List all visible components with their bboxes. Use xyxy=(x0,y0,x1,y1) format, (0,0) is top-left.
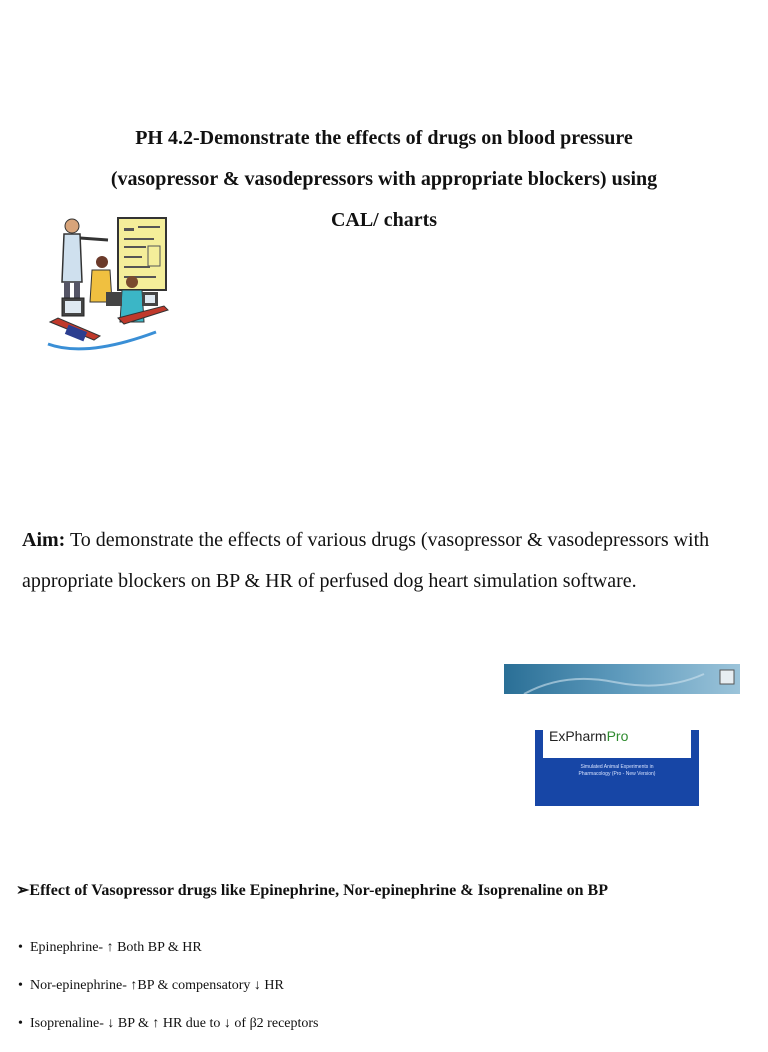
cover-subtitle: Simulated Animal Experiments in Pharmacology (Pro - New Version) xyxy=(578,764,656,777)
bullet-icon: • xyxy=(18,978,23,993)
aim-text: To demonstrate the effects of various drugs (vasopressor & vasodepressors with appropriate blockers on BP & HR of perfused dog heart simulation software. xyxy=(22,529,710,592)
title-line-1: PH 4.2-Demonstrate the effects of drugs on blood pressure xyxy=(135,127,633,149)
expharmpro-logo: ExPharmPro xyxy=(549,728,629,744)
list-item: • Nor-epinephrine- ↑BP & compensatory ↓ HR xyxy=(18,976,319,1014)
title-line-3: CAL/ charts xyxy=(330,209,438,231)
section-heading-text: Effect of Vasopressor drugs like Epinephrine, Nor-epinephrine & Isoprenaline on BP xyxy=(29,882,608,899)
list-item: • Epinephrine- ↑ Both BP & HR xyxy=(18,938,319,976)
bullet-icon: • xyxy=(18,940,23,955)
aim-paragraph xyxy=(22,520,752,602)
classroom-clipart-icon xyxy=(46,212,172,360)
arrow-bullet-icon: ➢ xyxy=(16,882,30,899)
title-line-2: (vasopressor & vasodepressors with appropriate blockers) using xyxy=(110,168,658,190)
expharmpro-cover xyxy=(535,718,699,806)
list-item: • Isoprenaline- ↓ BP & ↑ HR due to ↓ of β2 receptors xyxy=(18,1014,319,1052)
effects-list xyxy=(18,938,319,1052)
software-banner-image xyxy=(504,664,740,694)
aim-label: Aim: xyxy=(22,529,66,551)
section-heading xyxy=(16,880,608,902)
bullet-icon: • xyxy=(18,1016,23,1031)
